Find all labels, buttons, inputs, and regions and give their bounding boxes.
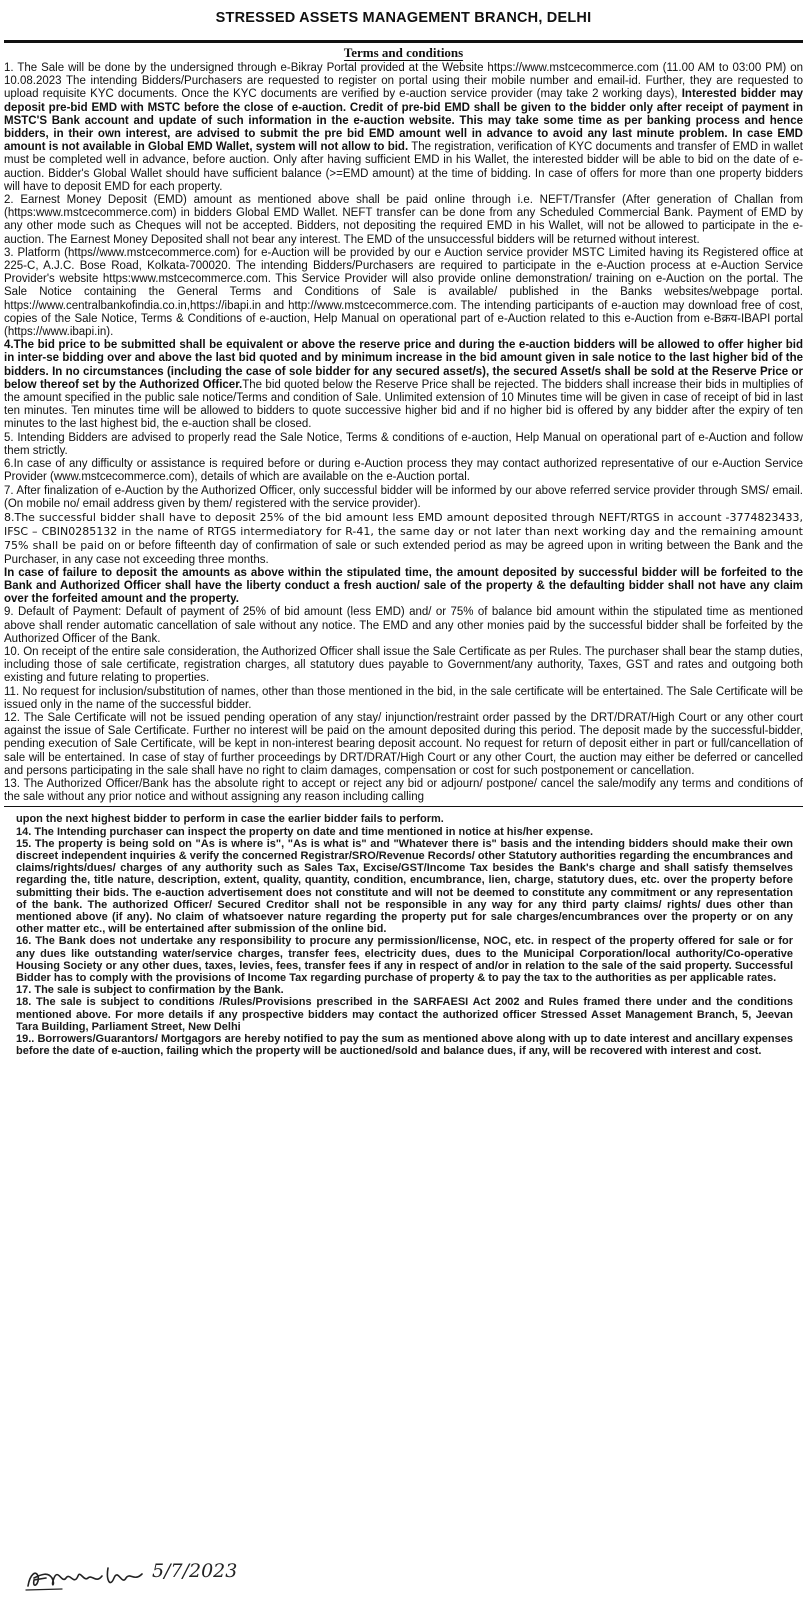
term-7: 7. After finalization of e-Auction by the Authorized Officer, only successful bidder will be informed by our above referred service provider through SMS/ email. (On mobile no/ email address given by them/ registered with the service provider). [4, 484, 803, 510]
term-1-part-b: Interested bidder may deposit pre-bid EMD with MSTC before the close of e-auction. Credit of pre-bid EMD shall be given to the bidder only after receipt of payment in MSTC'S Bank account and update of such information in the e-auction website. This may take some time as per banking process and hence bidders, in their own interest, are advised to submit the pre bid EMD amount well in advance to avoid any last minute problem. In case EMD amount is not available in Global EMD Wallet, system will not allow to bid. [4, 88, 803, 154]
term-1 [4, 62, 803, 194]
term-8-part-b: on or before fifteenth day of confirmation of sale or such extended period as may be agreed upon in writing between the Bank and the Purchaser, in any case not exceeding three months. [4, 540, 803, 566]
terms-panel-top [4, 40, 803, 807]
branch-title: STRESSED ASSETS MANAGEMENT BRANCH, DELHI [215, 10, 592, 26]
terms-body-bottom [16, 813, 793, 1057]
term-15: 15. The property is being sold on "As is where is", "As is what is" and "Whatever there is" basis and the intending bidders should make their own discreet independent inquiries & verify the concerned Registrar/SRO/Revenue Records/ other Statutory authorities regarding the encumbrances and claims/rights/dues/ charges of any authority such as Sales Tax, Excise/GST/Income Tax besides the Bank's charge and shall satisfy themselves regarding the, title nature, description, extent, quality, quantity, condition, encumbrance, lien, charge, statutory dues, etc. over the property before submitting their bids. The e-auction advertisement does not constitute and will not be deemed to constitute any commitment or any representation of the bank. The authorized Officer/ Secured Creditor shall not be responsible in any way for any third party claims/ rights/ dues other than mentioned above (if any). No claim of whatsoever nature regarding the property put for sale charges/encumbrances over the property or on any other matter etc., will be entertained after submission of the online bid. [16, 837, 793, 936]
term-19: 19.. Borrowers/Guarantors/ Mortgagors are hereby notified to pay the sum as mentioned above along with up to date interest and ancillary expenses before the date of e-auction, failing which the property will be auctioned/sold and balance dues, if any, will be recovered with interest and cost. [16, 1033, 793, 1058]
term-14: 14. The Intending purchaser can inspect the property on date and time mentioned in notice at his/her expense. [16, 825, 594, 838]
term-13: 13. The Authorized Officer/Bank has the absolute right to accept or reject any bid or adjourn/ postpone/ cancel the sale/modify any terms and conditions of the sale without any prior notice and without assigning any reason including calling [4, 777, 803, 804]
term-10: 10. On receipt of the entire sale consideration, the Authorized Officer shall issue the Sale Certificate as per Rules. The purchaser shall bear the stamp duties, including those of sale certificate, registration charges, all statutory dues payable to Government/any authority, Taxes, GST and rates and outgoing both existing and future relating to properties. [4, 645, 803, 685]
term-8-part-a: 8.The successful bidder shall have to deposit 25% of the bid amount less EMD amount deposited through NEFT/RTGS in account -3774823433, IFSC – CBIN0285132 in the name of RTGS intermediatory for R-41, the same day or not later than next working day and the remaining amount 75% shall be paid [4, 510, 803, 553]
term-8 [4, 511, 803, 567]
term-4-part-b: The bid quoted below the Reserve Price shall be rejected. The bidders shall increase their bids in multiplies of the amount specified in the public sale notice/Terms and condition of Sale. Unlimited extension of 10 Minutes time will be given in case of receipt of bid in last ten minutes. Ten minutes time will be allowed to bidders to quote successive higher bid and if no higher bid is offered by any bidder after the expiry of ten minutes to the last highest bid, the e-auction shall be closed. [4, 378, 803, 431]
term-2: 2. Earnest Money Deposit (EMD) amount as mentioned above shall be paid online through i.e. NEFT/Transfer (After generation of Challan from (https:www.mstcecommerce.com) in bidders Global EMD Wallet. NEFT transfer can be done from any Scheduled Commercial Bank. Payment of EMD by any other mode such as Cheques will not be accepted. Bidders, not depositing the required EMD in his Wallet, will not be allowed to participate in the e-auction. The Earnest Money Deposited shall not bear any interest. The EMD of the unsuccessful bidders will be returned without interest. [4, 194, 803, 246]
term-12: 12. The Sale Certificate will not be issued pending operation of any stay/ injunction/restraint order passed by the DRT/DRAT/High Court or any other court against the issue of Sale Certificate. Further no interest will be paid on the amount deposited during this period. The deposit made by the successful-bidder, pending execution of Sale Certificate, will be kept in non-interest bearing deposit account. No request for return of deposit either in part or full/cancellation of sale will be entertained. In case of stay of further proceedings by DRT/DRAT/High Court or any other Court, the auction may either be deferred or cancelled and persons participating in the sale shall have no right to claim damages, compensation or cost for such postponement or cancellation. [4, 711, 803, 777]
signature-date: 5/7/2023 [152, 1560, 238, 1582]
term-6: 6.In case of any difficulty or assistance is required before or during e-Auction process they may contact authorized representative of our e-Auction Service Provider (www.mstcecommerce.com), details of which are available on the e-Auction portal. [4, 458, 803, 484]
term-4 [4, 339, 803, 431]
terms-panel-bottom [4, 807, 803, 1057]
term-1-part-a: 1. The Sale will be done by the undersigned through e-Bikray Portal provided at the Website https://www.mstcecommerce.com (11.00 AM to 03:00 PM) on 10.08.2023 The intending Bidders/Purchasers are requested to register on portal using their mobile number and email-id. Further, they are requested to upload requisite KYC documents. Once the KYC documents are verified by e-auction service provider (may take 2 working days), [4, 62, 803, 101]
term-18: 18. The sale is subject to conditions /Rules/Provisions prescribed in the SARFAESI Act 2002 and Rules framed there under and the conditions mentioned above. For more details if any prospective bidders may contact the authorized officer Stressed Asset Management Branch, 5, Jeevan Tara Building, Parliament Street, New Delhi [16, 996, 793, 1033]
terms-heading [4, 44, 803, 62]
terms-heading-text: Terms and conditions [343, 45, 464, 60]
term-5: 5. Intending Bidders are advised to properly read the Sale Notice, Terms & conditions of e-auction, Help Manual on operational part of e-Auction and follow them strictly. [4, 431, 803, 457]
term-11: 11. No request for inclusion/substitution of names, other than those mentioned in the bid, in the sale certificate will be entertained. The Sale Certificate will be issued only in the name of the successful bidder. [4, 685, 803, 711]
term-17: 17. The sale is subject to confirmation by the Bank. [16, 984, 284, 997]
term-9: 9. Default of Payment: Default of payment of 25% of bid amount (less EMD) and/ or 75% of balance bid amount within the stipulated time as mentioned above shall render automatic cancellation of sale without any notice. The EMD and any other monies paid by the successful bidder shall be forfeited by the Authorized Officer of the Bank. [4, 606, 803, 645]
terms-body-top [4, 62, 803, 804]
term-8-failure: In case of failure to deposit the amounts as above within the stipulated time, the amount deposited by successful bidder will be forfeited to the Bank and Authorized Officer shall have the liberty conduct a fresh auction/ sale of the property & the defaulting bidder shall not have any claim over the forfeited amount and the property. [4, 566, 803, 606]
term-16: 16. The Bank does not undertake any responsibility to procure any permission/license, NOC, etc. in respect of the property offered for sale or for any dues like outstanding water/service charges, transfer fees, electricity dues, dues to the Municipal Corporation/local authority/Co-operative Housing Society or any other dues, taxes, levies, fees, transfer fees if any in respect of and/or in relation to the sale of the said property. Successful Bidder has to comply with the provisions of Income Tax regarding purchase of property & to pay the tax to the authorities as per applicable rates. [16, 935, 793, 985]
term-4-part-a: 4.The bid price to be submitted shall be equivalent or above the reserve price and during the e-auction bidders will be allowed to offer higher bid in inter-se bidding over and above the last bid quoted and by minimum increase in the bid amount given in sale notice to the last higher bid of the bidders. In no circumstances (including the case of sole bidder for any secured asset/s), the secured Asset/s shall be sold at the Reserve Price or below thereof set by the Authorized Officer. [4, 339, 803, 391]
term-1-part-c: The registration, verification of KYC documents and transfer of EMD in wallet must be completed well in advance, before auction. Only after having sufficient EMD in his Wallet, the interested bidder will be able to bid on the date of e-auction. Bidder's Global Wallet should have sufficient balance (>=EMD amount) at the time of bidding. In case of offers for more than one property bidders will have to deposit EMD for each property. [4, 141, 804, 193]
term-13-continued: upon the next highest bidder to perform in case the earlier bidder fails to perform. [16, 813, 444, 826]
term-3: 3. Platform (https//www.mstcecommerce.com) for e-Auction will be provided by our e Auction service provider MSTC Limited having its Registered office at 225-C, A.J.C. Bose Road, Kolkata-700020. The intending Bidders/Purchasers are required to participate in the e-Auction process at e-Auction Service Provider's website https:www.mstcecommerce.com. This Service Provider will also provide online demonstration/ training on e-Auction on the portal. The Sale Notice containing the General Terms and Conditions of Sale is available/ published in the Banks websites/webpage portal. https://www.centralbankofindia.co.in,https://ibapi.in and http://www.mstcecommerce.com. The intending participants of e-auction may download free of cost, copies of the Sale Notice, Terms & Conditions of e-auction, Help Manual on operational part of e-Auction related to this e-Auction from e-Bक्रय-IBAPI portal (https://www.ibapi.in). [4, 246, 803, 339]
signature-block [22, 1556, 322, 1596]
